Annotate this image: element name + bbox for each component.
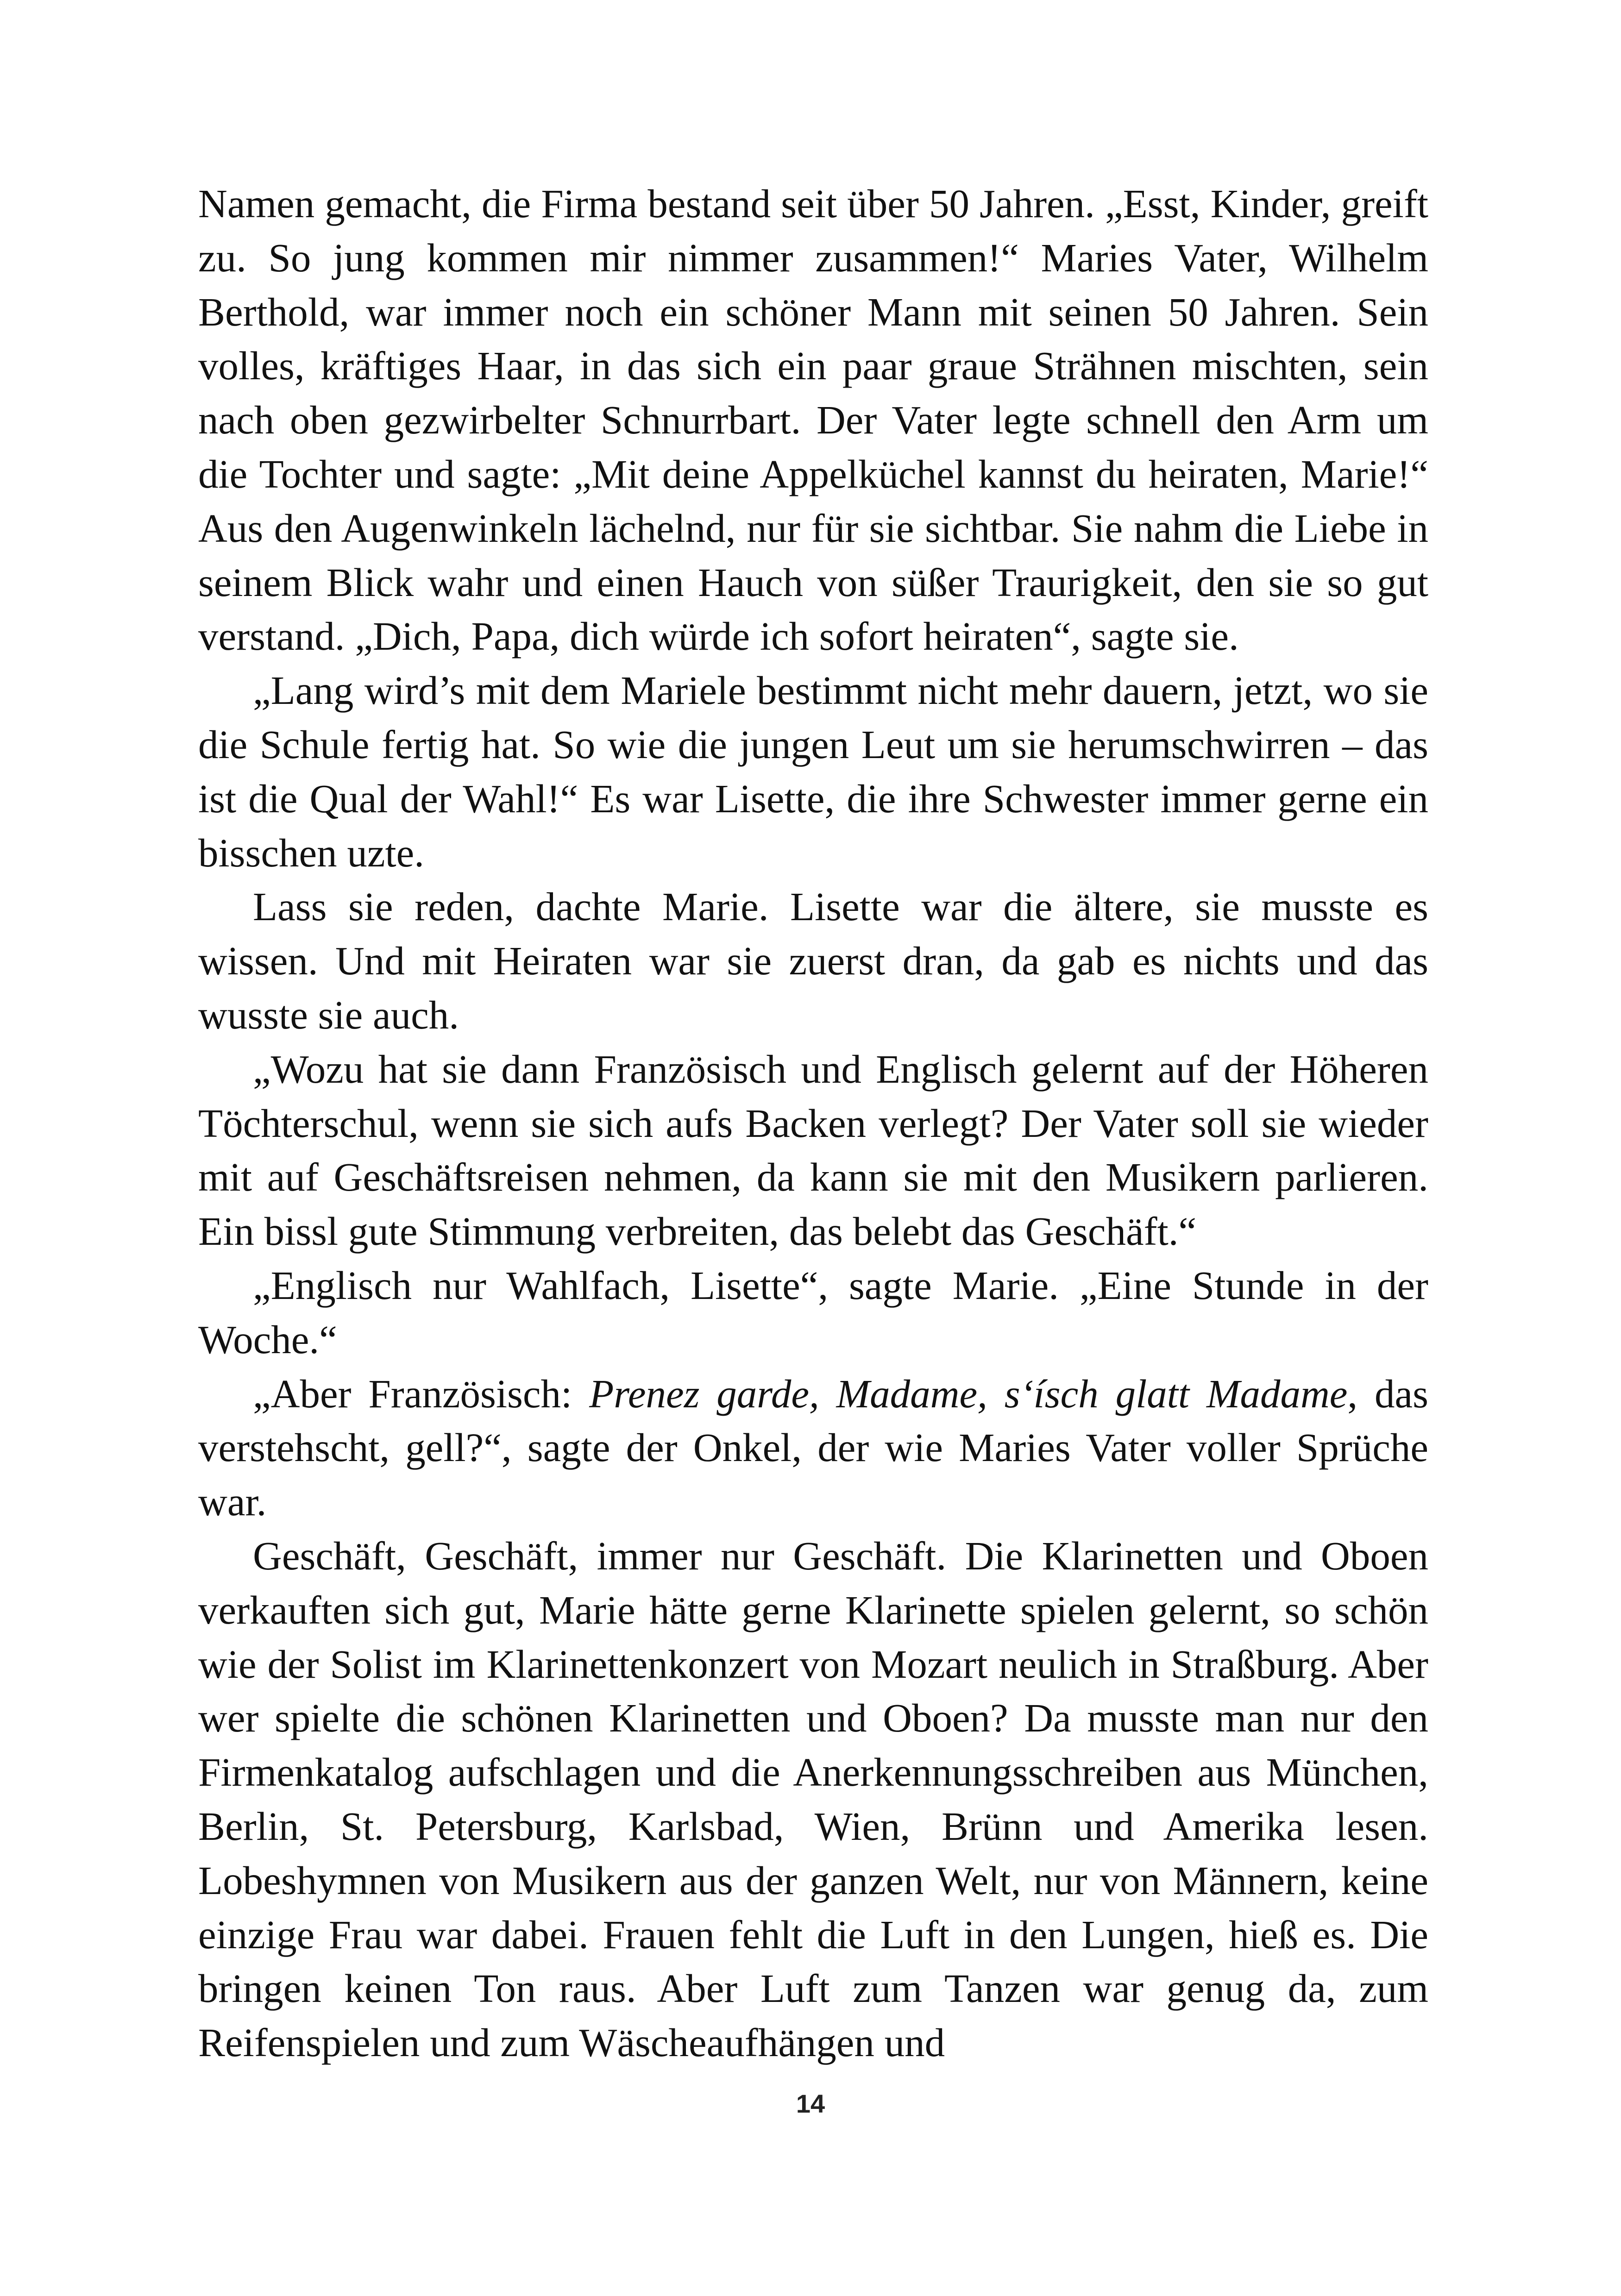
paragraph <box>198 664 1428 880</box>
text-segment: , das verstehscht, gell?“, sagte der Onkel, der wie Maries Vater voller Sprüche war. <box>198 1371 1428 1524</box>
text-segment: Geschäft, Geschäft, immer nur Geschäft. Die Klarinetten und Oboen verkauften sich gut, Marie hätte gerne Klarinette spielen gelernt, so schön wie der Solist im Klarinettenkonzert von Mozart neulich in Straßburg. Aber wer spielte die schönen Klarinetten und Oboen? Da musste man nur den Firmenkatalog aufschlagen und die Anerkennungsschreiben aus München, Berlin, St. Petersburg, Karlsbad, Wien, Brünn und Amerika lesen. Lobeshymnen von Musikern aus der ganzen Welt, nur von Männern, keine einzige Frau war dabei. Frauen fehlt die Luft in den Lungen, hieß es. Die bringen keinen Ton raus. Aber Luft zum Tanzen war genug da, zum Reifenspielen und zum Wäscheaufhängen und <box>198 1533 1428 2065</box>
page-number: 14 <box>796 2089 825 2118</box>
paragraph <box>198 880 1428 1042</box>
text-segment: Lass sie reden, dachte Marie. Lisette war die ältere, sie musste es wissen. Und mit Heiraten war sie zuerst dran, da gab es nichts und das wusste sie auch. <box>198 884 1428 1037</box>
paragraph <box>198 1042 1428 1259</box>
text-segment: Namen gemacht, die Firma bestand seit über 50 Jahren. „Esst, Kinder, greift zu. So jung kommen mir nimmer zusammen!“ Maries Vater, Wilhelm Berthold, war immer noch ein schöner Mann mit seinen 50 Jahren. Sein volles, kräftiges Haar, in das sich ein paar graue Strähnen mischten, sein nach oben gezwirbelter Schnurrbart. Der Vater legte schnell den Arm um die Tochter und sagte: „Mit deine Appelküchel kannst du heiraten, Marie!“ Aus den Augenwinkeln lächelnd, nur für sie sichtbar. Sie nahm die Liebe in seinem Blick wahr und einen Hauch von süßer Traurigkeit, den sie so gut verstand. „Dich, Papa, dich würde ich sofort heiraten“, sagte sie. <box>198 181 1428 659</box>
paragraph <box>198 177 1428 664</box>
italic-text: Prenez garde, Madame, s‘ísch glatt Madame <box>589 1371 1348 1416</box>
text-segment: „Wozu hat sie dann Französisch und Englisch gelernt auf der Höheren Töchterschul, wenn sie sich aufs Backen verlegt? Der Vater soll sie wieder mit auf Geschäftsreisen nehmen, da kann sie mit den Musikern parlieren. Ein bissl gute Stimmung verbreiten, das belebt das Geschäft.“ <box>198 1046 1428 1254</box>
body-text <box>198 177 1428 2070</box>
paragraph <box>198 1529 1428 2070</box>
text-segment: „Aber Französisch: <box>253 1371 590 1416</box>
text-segment: „Lang wird’s mit dem Mariele bestimmt nicht mehr dauern, jetzt, wo sie die Schule fertig hat. So wie die jungen Leut um sie herumschwirren – das ist die Qual der Wahl!“ Es war Lisette, die ihre Schwester immer gerne ein bisschen uzte. <box>198 668 1428 875</box>
paragraph <box>198 1259 1428 1367</box>
paragraph <box>198 1367 1428 1529</box>
text-segment: „Englisch nur Wahlfach, Lisette“, sagte Marie. „Eine Stunde in der Woche.“ <box>198 1262 1428 1362</box>
